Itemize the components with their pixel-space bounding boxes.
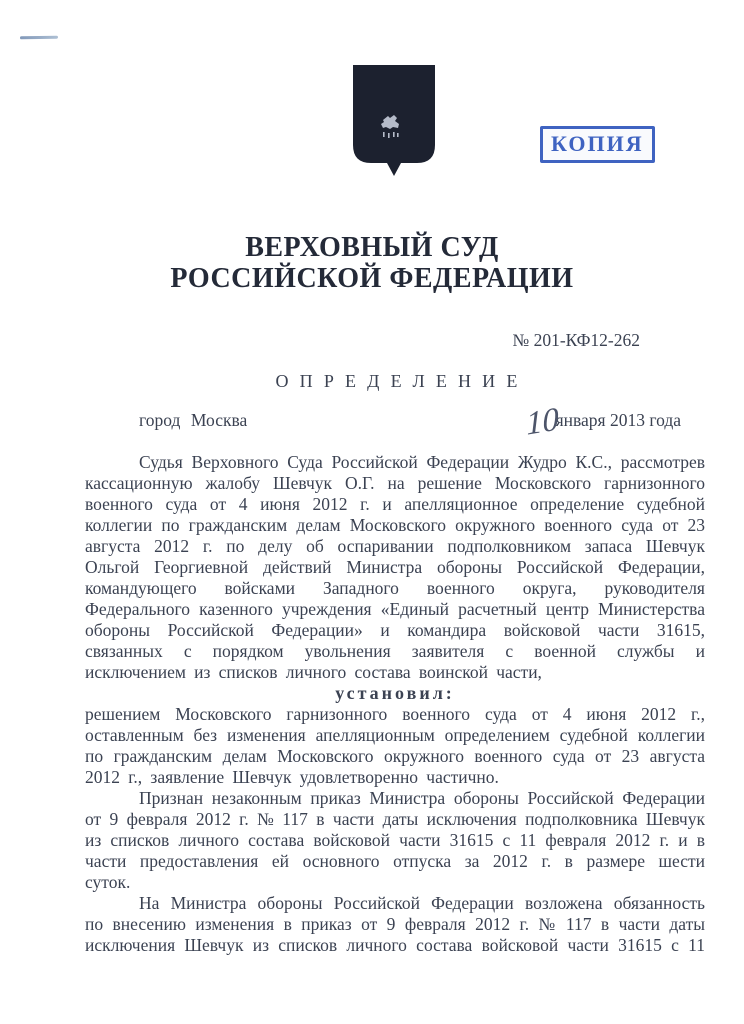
- date-label: [524, 401, 681, 443]
- shield-icon: [352, 64, 436, 176]
- copy-stamp: [540, 126, 655, 163]
- city-label: город Москва: [139, 410, 248, 430]
- ruling-paragraph-3: На Министра обороны Российской Федерации возложена обязанность по внесению изменения в приказ от 9 февраля 2012 г. № 117 в части даты исключения Шевчук из списков личного состава войсковой части 31615 с 11: [85, 893, 705, 955]
- document-body: [85, 452, 705, 956]
- document-type-heading: ОПРЕДЕЛЕНИЕ: [275, 371, 529, 391]
- ruling-paragraph-2: Признан незаконным приказ Министра обороны Российской Федерации от 9 февраля 2012 г. № 117 в части даты исключения подполковника Шевчук из списков личного состава войсковой части 31615 с 11 февраля 2012 г. и в части предоставления ей основного отпуска за 2012 г. в размере шести суток.: [85, 788, 705, 892]
- place-and-date-row: [85, 401, 681, 443]
- handwritten-day: 10: [524, 401, 560, 443]
- court-name-line2: РОССИЙСКОЙ ФЕДЕРАЦИИ: [170, 263, 574, 295]
- scan-artifact-mark: [20, 36, 58, 40]
- court-name-heading: [0, 232, 744, 295]
- ruling-paragraph-1: решением Московского гарнизонного военного суда от 4 июня 2012 г., оставленным без изменения апелляционным определением судебной коллегии по гражданским делам Московского окружного военного суда от 23 августа 2012 г., заявление Шевчук удовлетворенно частично.: [85, 704, 705, 787]
- intro-paragraph: Судья Верховного Суда Российской Федерации Жудро К.С., рассмотрев кассационную жалобу Шевчук О.Г. на решение Московского гарнизонного военного суда от 4 июня 2012 г. и апелляционное определение судебной коллегии по гражданским делам Московского окружного военного суда от 23 августа 2012 г. по делу об оспаривании подполковником запаса Шевчук Ольгой Георгиевной действий Министра обороны Российской Федерации, командующего войсками Западного военного округа, руководителя Федерального казенного учреждения «Единый расчетный центр Министерства обороны Российской Федерации» и командира войсковой части 31615, связанных с порядком увольнения заявителя с военной службы и исключением из списков личного состава воинской части,: [85, 452, 705, 682]
- copy-stamp-label: КОПИЯ: [551, 131, 644, 156]
- court-name-line1: ВЕРХОВНЫЙ СУД: [245, 232, 499, 263]
- date-printed: января 2013 года: [555, 410, 681, 430]
- case-number: № 201-КФ12-262: [512, 330, 640, 350]
- ruling-heading: установил:: [335, 683, 455, 703]
- coat-of-arms-emblem: [352, 64, 436, 176]
